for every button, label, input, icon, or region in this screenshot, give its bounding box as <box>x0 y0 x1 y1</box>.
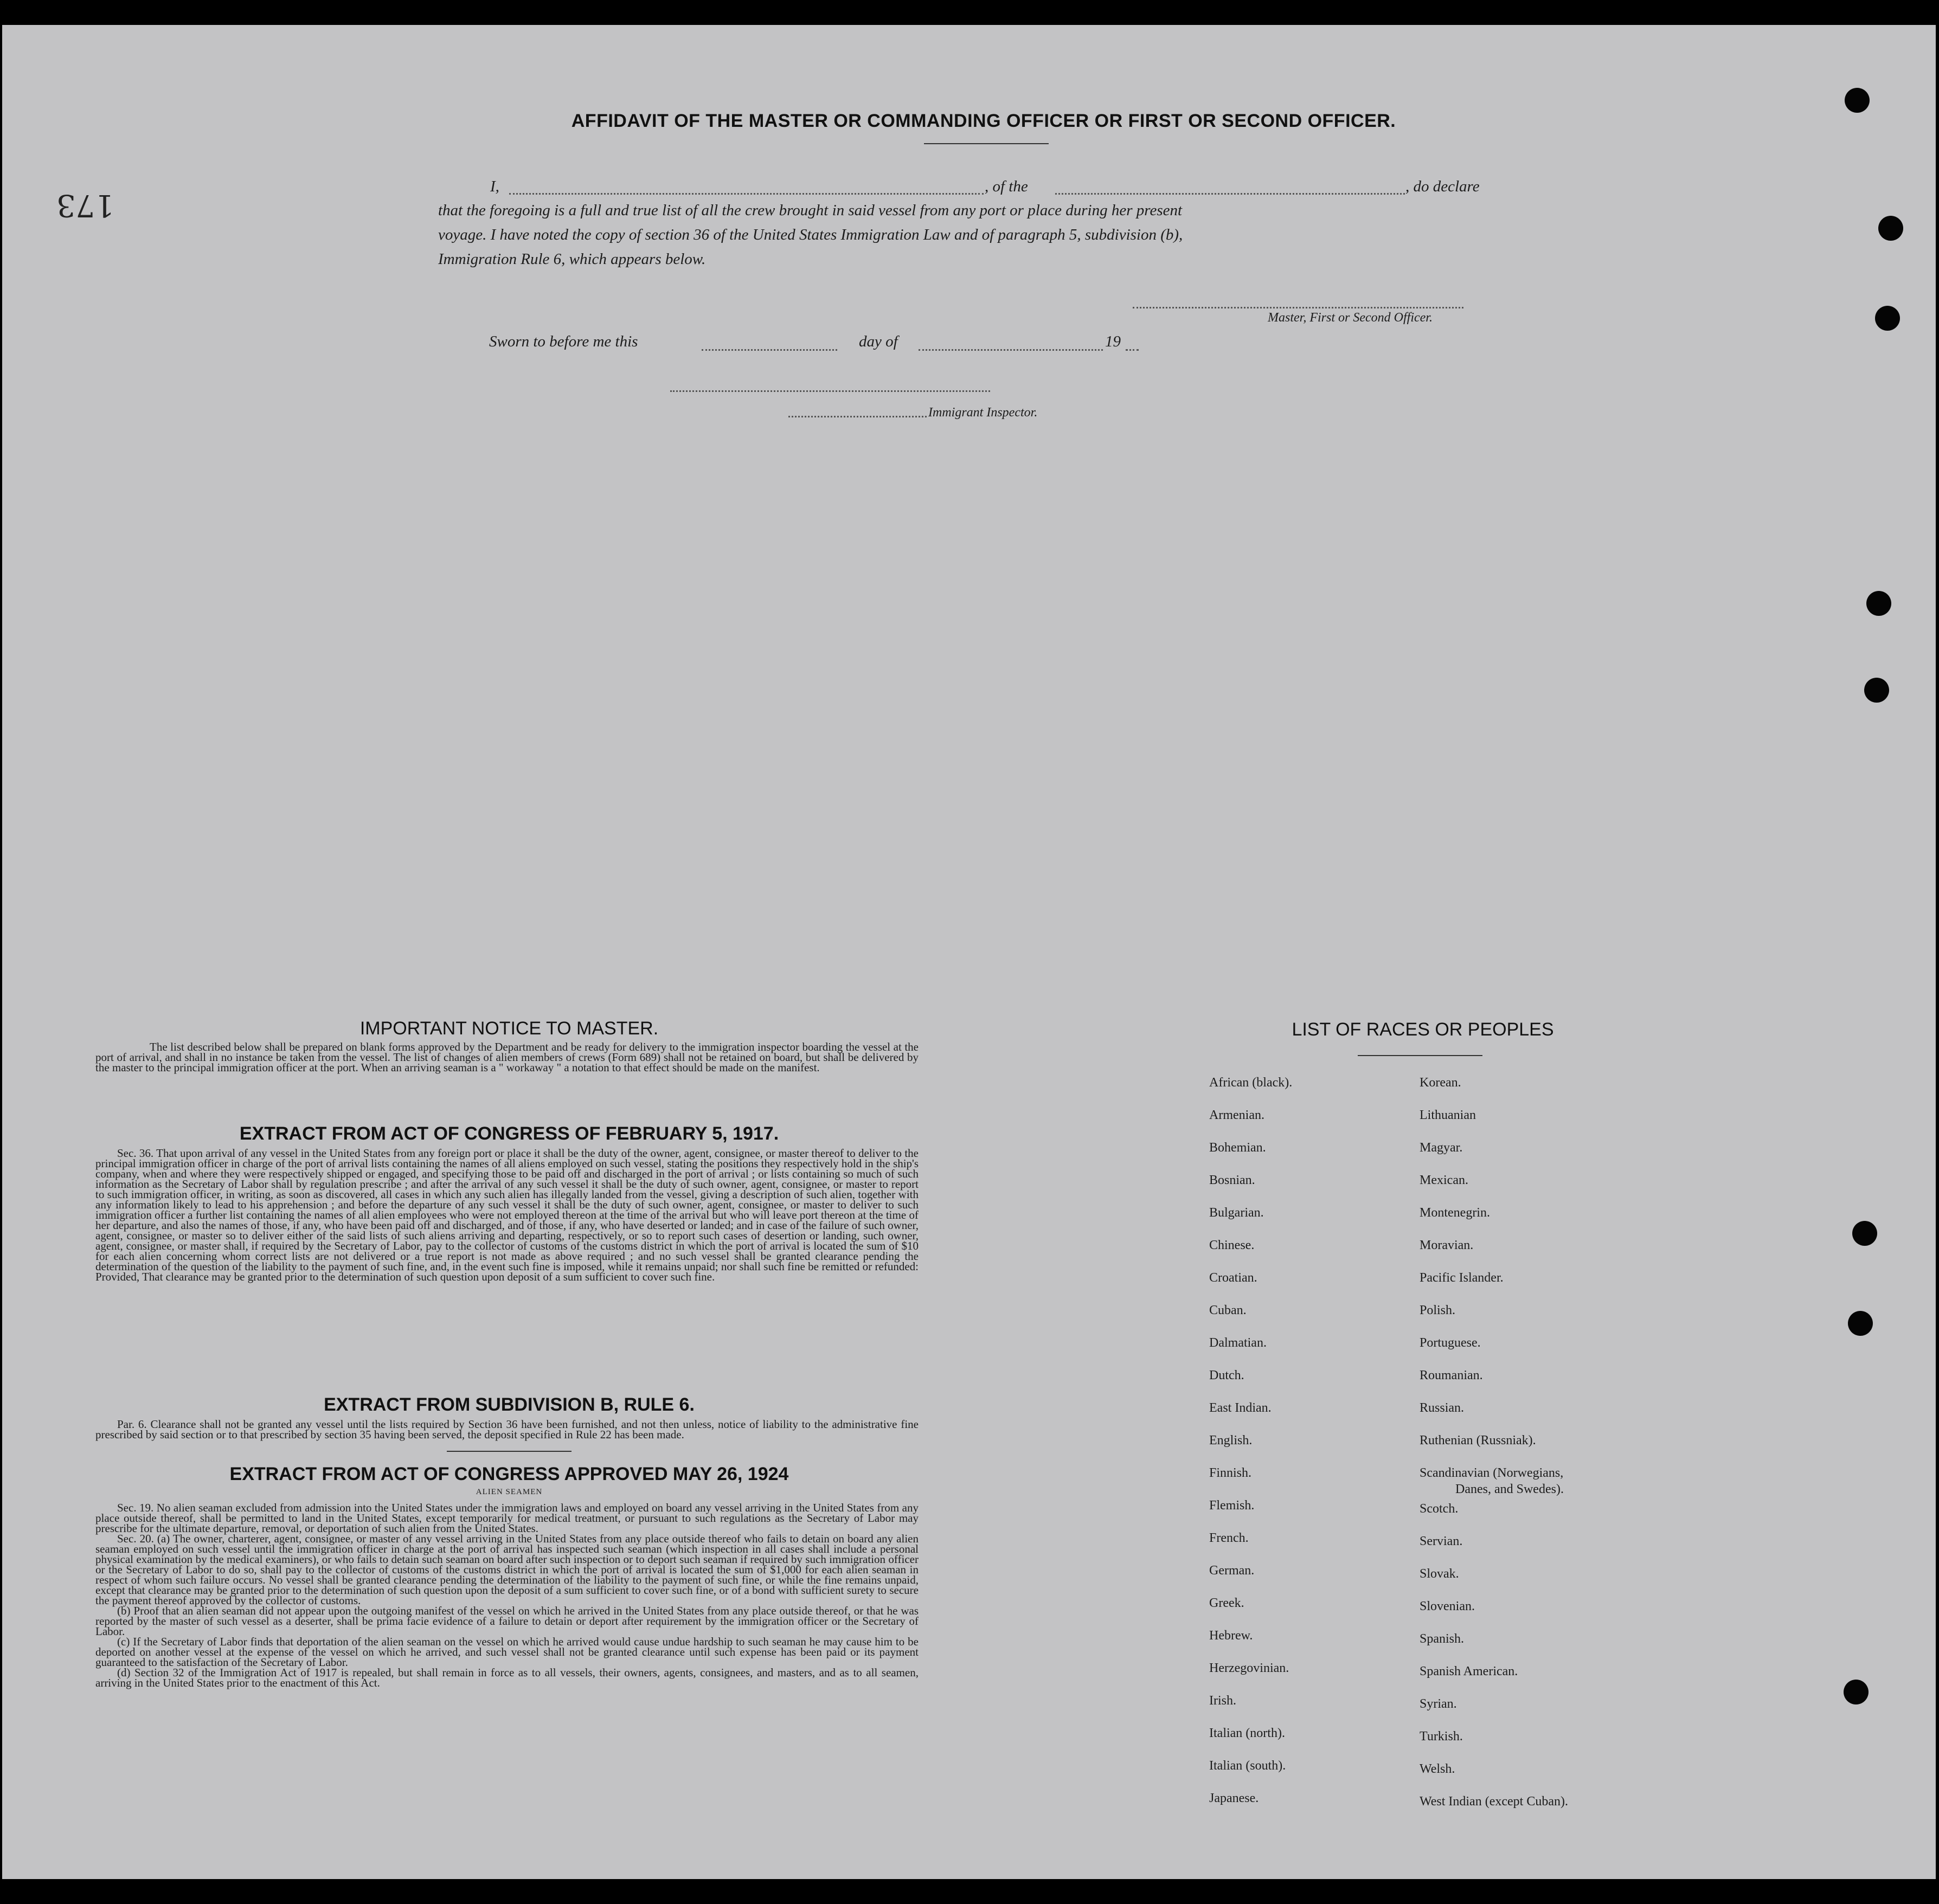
inspector-label: Immigrant Inspector. <box>928 406 1038 420</box>
notice-text: The list described below shall be prepared on blank forms approved by the Department and be ready for delivery to the immigration inspector boarding the vessel at the port of arrival, and shall in no instance be taken from the vessel. The list of changes of alien members of crews (Form 689) shall not be retained on board, but shall be delivered by the master to the principal immigration officer at the port. When an arriving seaman is a " workaway " a notation to that effect should be made on the manifest. <box>95 1040 919 1074</box>
race-item: Finnish. <box>1209 1466 1252 1480</box>
race-item: Welsh. <box>1420 1762 1455 1776</box>
race-item: Japanese. <box>1209 1791 1259 1805</box>
race-item: Armenian. <box>1209 1108 1264 1122</box>
race-item: Moravian. <box>1420 1238 1474 1252</box>
sec-19-paragraph: Sec. 19. No alien seaman excluded from admission into the United States under the immigration laws and employed on board any vessel arriving in the United States from any place outside thereof, shall be permitted to land in the United States, except temporarily for medical treatment, or pursuant to such regulations as the Secretary of Labor may prescribe for the ultimate departure, removal, or deportation of such alien from the United States. <box>95 1501 919 1535</box>
affidavit-line-2: that the foregoing is a full and true list of all the crew brought in said vessel from any port or place during her present <box>438 202 1183 219</box>
affidavit-of-the-label: , of the <box>985 178 1028 195</box>
race-item: Bohemian. <box>1209 1141 1266 1155</box>
race-item: Polish. <box>1420 1303 1456 1317</box>
race-item: West Indian (except Cuban). <box>1420 1794 1568 1809</box>
race-item: Turkish. <box>1420 1729 1463 1744</box>
race-item: Magyar. <box>1420 1141 1463 1155</box>
binder-hole <box>1864 678 1889 703</box>
race-item: African (black). <box>1209 1076 1293 1090</box>
affidavit-do-declare-label: , do declare <box>1405 178 1480 195</box>
race-item: Scandinavian (Norwegians, <box>1420 1466 1564 1480</box>
race-item: Italian (south). <box>1209 1759 1286 1773</box>
race-item: Spanish. <box>1420 1632 1465 1646</box>
race-item: Flemish. <box>1209 1498 1255 1513</box>
sworn-label: Sworn to before me this <box>489 333 638 350</box>
affidavit-title: AFFIDAVIT OF THE MASTER OR COMMANDING OFFICER OR FIRST OR SECOND OFFICER. <box>571 111 1396 131</box>
races-title: LIST OF RACES OR PEOPLES <box>1292 1019 1554 1040</box>
race-item: Croatian. <box>1209 1271 1257 1285</box>
extract-1917-text: Sec. 36. That upon arrival of any vessel in the United States from any foreign port or place it shall be the duty of the owner, agent, consignee, or master thereof to deliver to the principal immigration officer in charge of the port of arrival lists containing the names of all aliens employed on such vessel, stating the positions they respectively hold in the ship's company, when and where they were respectively shipped or engaged, and specifying those to be paid off and discharged in the port of arrival ; or lists containing so much of such information as the Secretary of Labor shall by regulation prescribe ; and after the arrival of any such vessel it shall be the duty of such owner, agent, consignee, or master to report to such immigration officer, in writing, as soon as discovered, all cases in which any such alien has illegally landed from the vessel, giving a description of such alien, together with any information likely to lead to his apprehension ; and before the departure of any such vessel it shall be the duty of such owner, agent, consignee, or master to deliver to such immigration officer a further list containing the names of all alien employees who were not employed thereon at the time of the arrival but who will leave port thereon at the time of her departure, and also the names of those, if any, who have been paid off and discharged, and of those, if any, who have deserted or landed; and in case of the failure of such owner, agent, consignee, or master so to deliver either of the said lists of such aliens arriving and departing, respectively, or so to report such cases of desertion or landing, such owner, agent, consignee, or master shall, if required by the Secretary of Labor, pay to the collector of customs of the customs district in which the port of arrival is located the sum of $10 for each alien concerning whom correct lists are not delivered or a true report is not made as above required ; and no such vessel shall be granted clearance pending the determination of the question of the liability to the payment of such fine, and, in the event such fine is imposed, while it remains unpaid; nor shall such fine be remitted or refunded: Provided, That clearance may be granted prior to the determination of such question upon deposit of a sum sufficient to cover such fine. <box>95 1147 919 1283</box>
rule-6-text: Par. 6. Clearance shall not be granted any vessel until the lists required by Section 36 have been furnished, and not then unless, notice of liability to the administrative fine prescribed by said section or to that prescribed by section 35 having been served, the deposit specified in Rule 22 has been made. <box>95 1418 919 1441</box>
race-item: Syrian. <box>1420 1697 1457 1711</box>
race-item: Hebrew. <box>1209 1629 1253 1643</box>
sec-20c-paragraph: (c) If the Secretary of Labor finds that deportation of the alien seaman on the vessel on which he arrived would cause undue hardship to such seaman he may cause him to be deported on another vessel at the expense of the vessel on which he arrived, and such vessel shall not be granted clearance until such expense has been paid or its payment guaranteed to the satisfaction of the Secretary of Labor. <box>95 1635 919 1669</box>
race-item: Pacific Islander. <box>1420 1271 1504 1285</box>
binder-hole <box>1875 306 1900 331</box>
race-item: East Indian. <box>1209 1401 1272 1415</box>
binder-hole <box>1866 591 1891 616</box>
officer-signature-label: Master, First or Second Officer. <box>1268 311 1433 325</box>
race-item: Chinese. <box>1209 1238 1255 1252</box>
binder-hole <box>1844 1680 1869 1704</box>
binder-hole <box>1852 1221 1877 1246</box>
race-item: Slovenian. <box>1420 1599 1475 1613</box>
inspector-signature-field[interactable] <box>670 390 990 392</box>
affidavit-i-label: I, <box>490 178 499 195</box>
race-item: Spanish American. <box>1420 1664 1518 1678</box>
race-item: Ruthenian (Russniak). <box>1420 1433 1536 1448</box>
sworn-day-field[interactable] <box>702 349 837 351</box>
race-item: Irish. <box>1209 1694 1236 1708</box>
binder-hole <box>1845 88 1870 113</box>
race-item-continuation: Danes, and Swedes). <box>1455 1482 1564 1496</box>
extract-1917-title: EXTRACT FROM ACT OF CONGRESS OF FEBRUARY 5, 1917. <box>239 1123 779 1144</box>
margin-page-number: 173 <box>56 188 114 223</box>
day-of-label: day of <box>859 333 898 350</box>
race-item: Roumanian. <box>1420 1368 1483 1382</box>
affidavit-line-3: voyage. I have noted the copy of section 36 of the United States Immigration Law and of paragraph 5, subdivision (b), <box>438 226 1183 243</box>
race-item: Russian. <box>1420 1401 1465 1415</box>
vessel-name-field[interactable] <box>1055 193 1405 195</box>
extract-1924-title: EXTRACT FROM ACT OF CONGRESS APPROVED MAY 26, 1924 <box>229 1464 789 1484</box>
race-item: Korean. <box>1420 1076 1461 1090</box>
master-name-field[interactable] <box>509 193 984 195</box>
affidavit-line-4: Immigration Rule 6, which appears below. <box>438 250 706 268</box>
sworn-month-field[interactable] <box>919 349 1103 351</box>
race-item: Servian. <box>1420 1534 1463 1548</box>
race-item: Dutch. <box>1209 1368 1244 1382</box>
race-item: Scotch. <box>1420 1502 1459 1516</box>
race-item: French. <box>1209 1531 1249 1545</box>
race-item: Italian (north). <box>1209 1726 1285 1740</box>
sec-20d-paragraph: (d) Section 32 of the Immigration Act of 1917 is repealed, but shall remain in force as to all vessels, their owners, agents, consignees, and masters, and as to all seamen, arriving in the United States prior to the enactment of this Act. <box>95 1666 919 1689</box>
race-item: Lithuanian <box>1420 1108 1476 1122</box>
race-item: Cuban. <box>1209 1303 1247 1317</box>
race-item: Bulgarian. <box>1209 1206 1264 1220</box>
race-item: Montenegrin. <box>1420 1206 1490 1220</box>
alien-seamen-subtitle: ALIEN SEAMEN <box>476 1488 543 1496</box>
document-page <box>2 25 1936 1879</box>
sworn-year-field[interactable] <box>1126 349 1139 351</box>
race-item: Bosnian. <box>1209 1173 1255 1187</box>
race-item: German. <box>1209 1564 1255 1578</box>
year-prefix: 19 <box>1105 333 1121 350</box>
sec-20b-paragraph: (b) Proof that an alien seaman did not appear upon the outgoing manifest of the vessel on which he arrived in the United States from any place outside thereof, or that he was reported by the master of such vessel as a deserter, shall be prima facie evidence of a failure to detain or deport after requirement by the immigration officer or the Secretary of Labor. <box>95 1604 919 1638</box>
race-item: Herzegovinian. <box>1209 1661 1289 1675</box>
sec-20a-paragraph: Sec. 20. (a) The owner, charterer, agent, consignee, or master of any vessel arriving in the United States from any place outside thereof who fails to detain on board any alien seaman employed on such vessel until the immigration officer in charge at the port of arrival has inspected such seaman (which inspection in all cases shall include a personal physical examination by the medical examiners), or who fails to detain such seaman on board after such inspection or to deport such seaman if required by such immigration officer or the Secretary of Labor to do so, shall pay to the collector of customs of the customs district in which the port of arrival is located the sum of $1,000 for each alien seaman in respect of whom such failure occurs. No vessel shall be granted clearance pending the determination of the liability to the payment of such fine, or while the fine remains unpaid, except that clearance may be granted prior to the determination of such question upon the deposit of a sum sufficient to cover such fine, or of a bond with sufficient surety to secure the payment thereof approved by the collector of customs. <box>95 1532 919 1607</box>
notice-title: IMPORTANT NOTICE TO MASTER. <box>359 1018 659 1039</box>
race-item: Dalmatian. <box>1209 1336 1267 1350</box>
race-item: Slovak. <box>1420 1567 1459 1581</box>
race-item: Portuguese. <box>1420 1336 1481 1350</box>
officer-signature-field[interactable] <box>1133 307 1463 308</box>
race-item: English. <box>1209 1433 1253 1448</box>
extract-1924-body <box>95 1503 919 1688</box>
race-item: Mexican. <box>1420 1173 1468 1187</box>
binder-hole <box>1848 1311 1873 1336</box>
binder-hole <box>1878 216 1903 241</box>
race-item: Greek. <box>1209 1596 1244 1610</box>
rule-6-title: EXTRACT FROM SUBDIVISION B, RULE 6. <box>324 1394 695 1415</box>
